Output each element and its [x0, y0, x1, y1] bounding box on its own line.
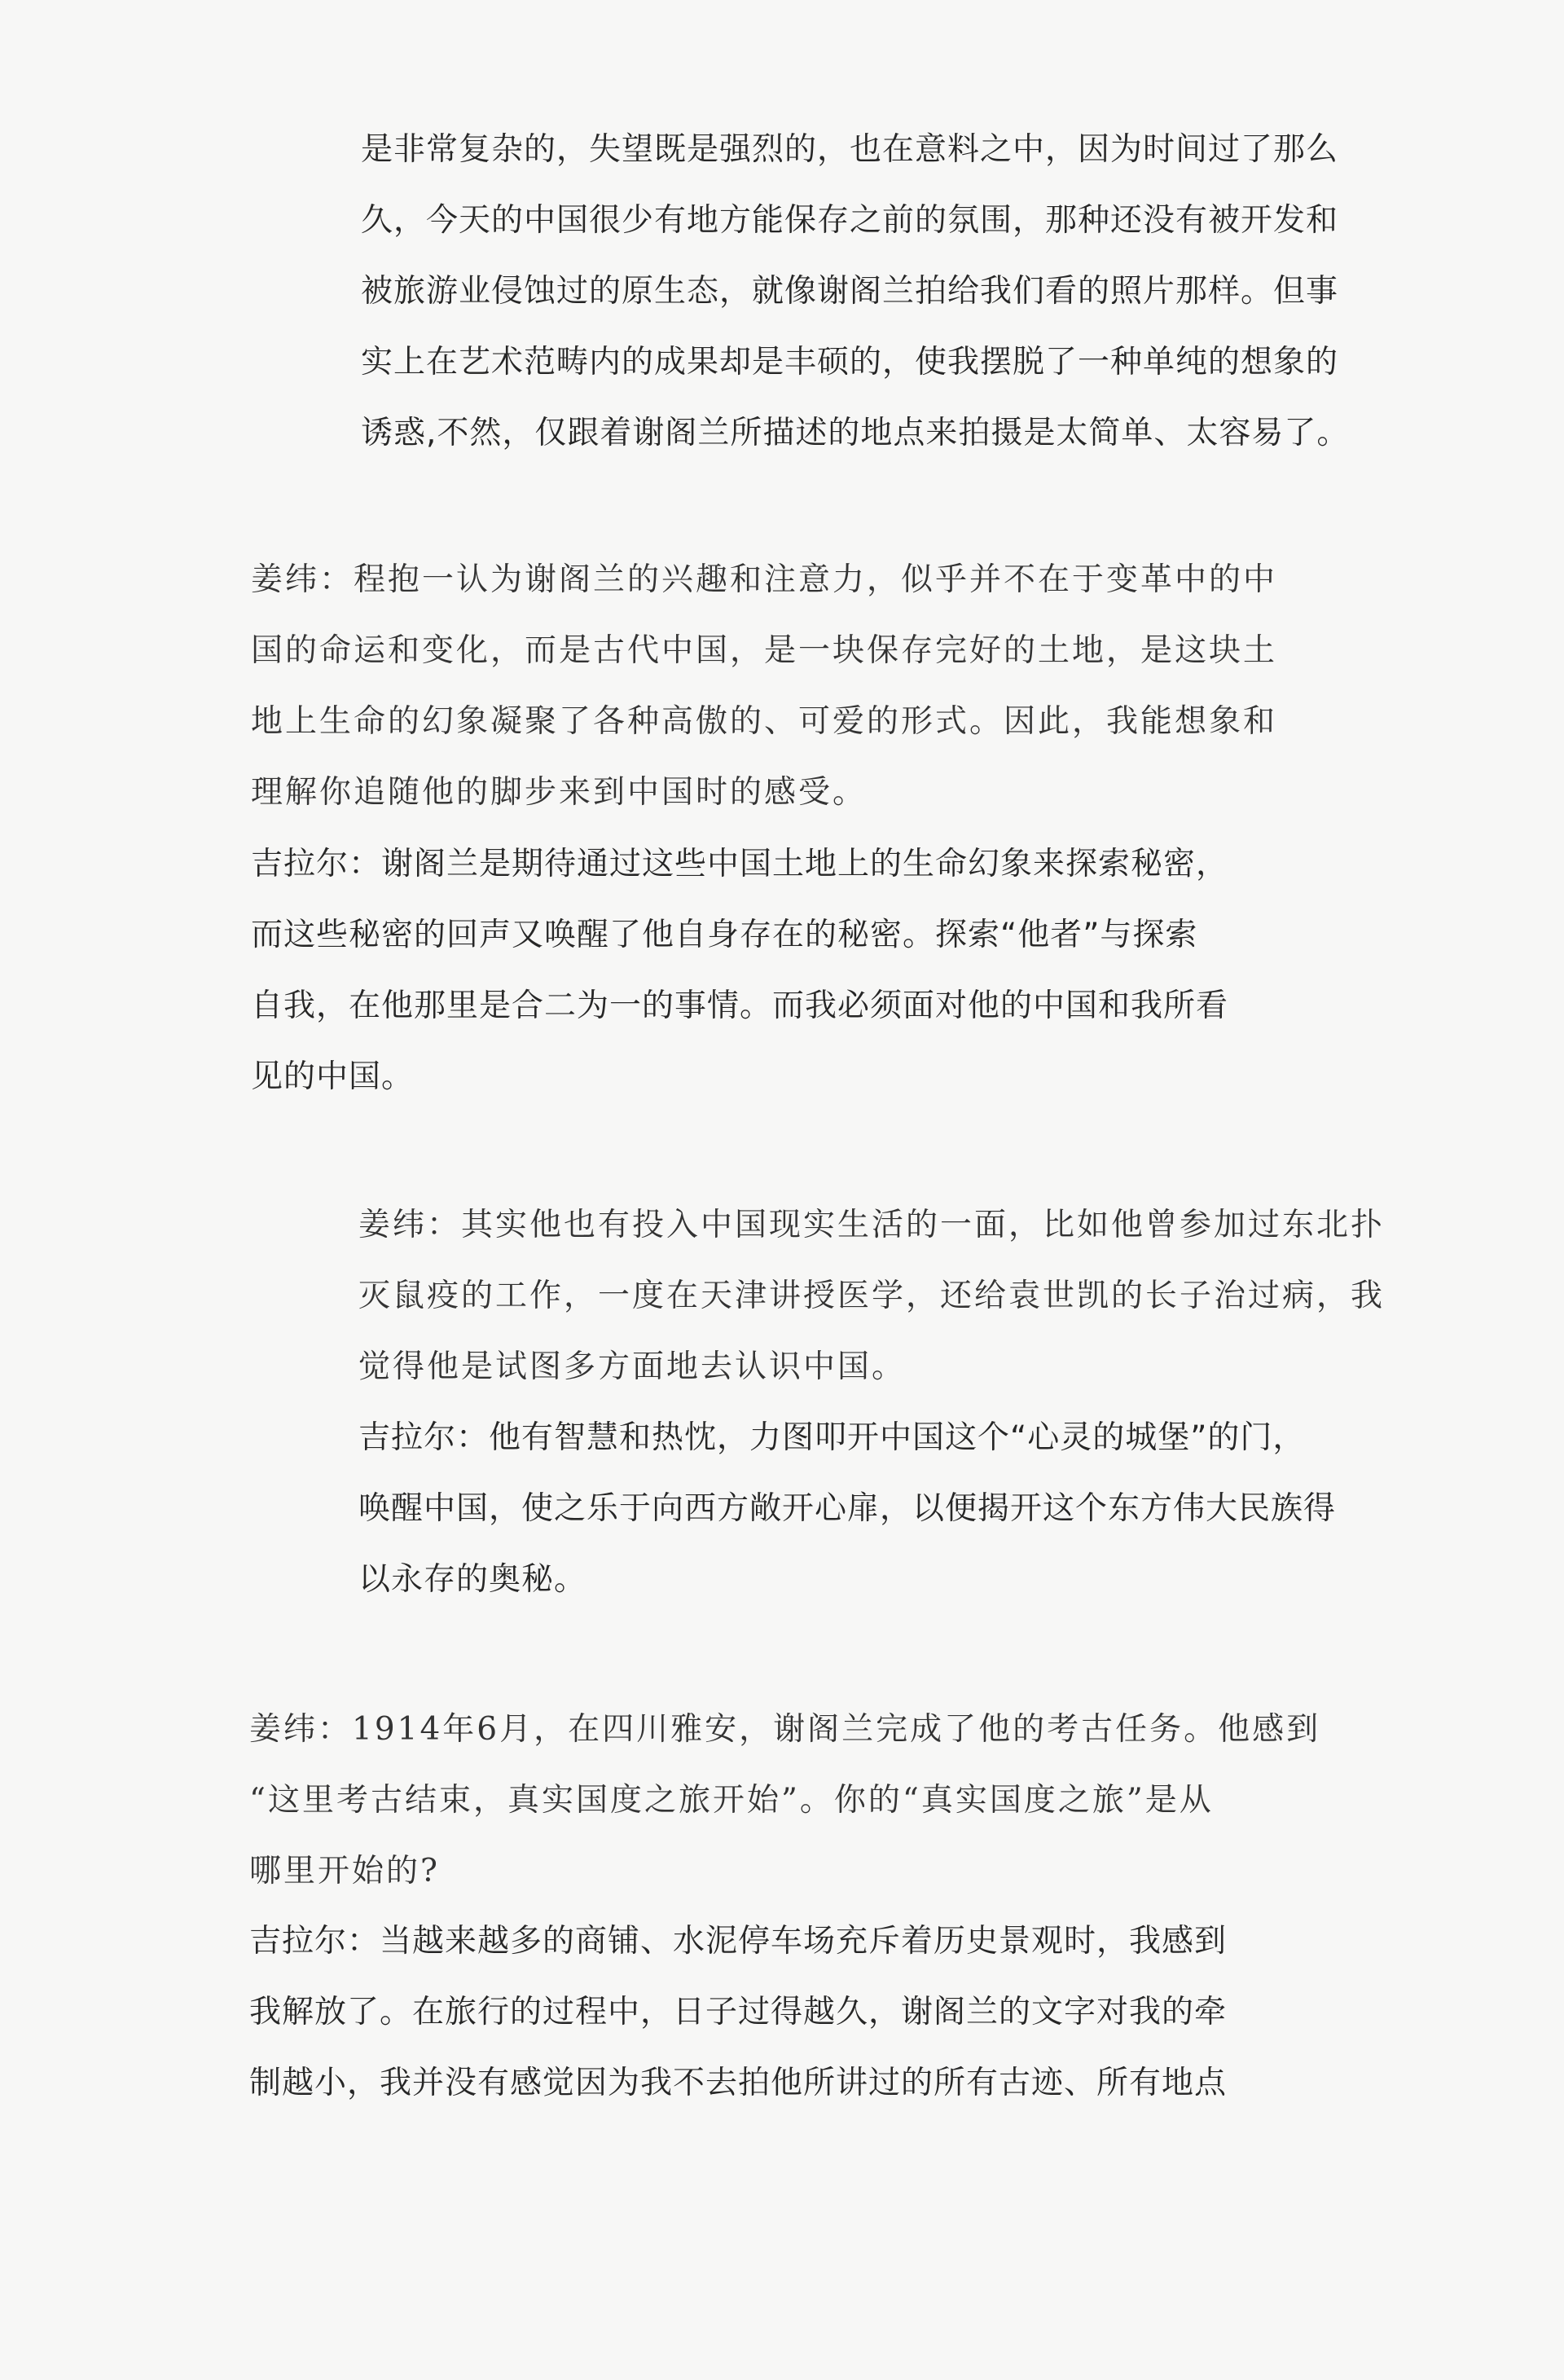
- text-line: 唤醒中国，使之乐于向西方敞开心扉，以便揭开这个东方伟大民族得: [358, 1490, 1337, 1527]
- text-line: 是非常复杂的，失望既是强烈的，也在意料之中，因为时间过了那么: [361, 131, 1339, 168]
- text-line: 被旅游业侵蚀过的原生态，就像谢阁兰拍给我们看的照片那样。但事: [361, 273, 1339, 310]
- text-line: “这里考古结束，真实国度之旅开始”。你的“真实国度之旅”是从: [249, 1782, 1214, 1819]
- text-line: 制越小，我并没有感觉因为我不去拍他所讲过的所有古迹、所有地点: [249, 2065, 1228, 2101]
- text-line: 吉拉尔：当越来越多的商铺、水泥停车场充斥着历史景观时，我感到: [249, 1923, 1228, 1960]
- paragraph-question-3: [249, 1694, 1325, 1907]
- paragraph-answer-2: [251, 829, 1326, 1112]
- text-line: 诱惑,不然，仅跟着谢阁兰所描述的地点来拍摄是太简单、太容易了。: [361, 415, 1350, 451]
- text-line: 姜纬：其实他也有投入中国现实生活的一面，比如他曾参加过东北扑: [358, 1207, 1386, 1243]
- text-line: 自我，在他那里是合二为一的事情。而我必须面对他的中国和我所看: [251, 988, 1229, 1024]
- text-line: 吉拉尔：谢阁兰是期待通过这些中国土地上的生命幻象来探索秘密，: [251, 846, 1229, 882]
- text-line: 理解你追随他的脚步来到中国时的感受。: [251, 774, 868, 811]
- paragraph-answer-4: [249, 1906, 1325, 2118]
- text-line: 灭鼠疫的工作，一度在天津讲授医学，还给袁世凯的长子治过病，我: [358, 1278, 1386, 1314]
- text-line: 国的命运和变化，而是古代中国，是一块保存完好的土地，是这块土: [251, 632, 1278, 669]
- text-line: 姜纬：程抱一认为谢阁兰的兴趣和注意力，似乎并不在于变革中的中: [251, 561, 1278, 598]
- text-line: 地上生命的幻象凝聚了各种高傲的、可爱的形式。因此，我能想象和: [251, 703, 1278, 740]
- text-line: 姜纬：1914年6月，在四川雅安，谢阁兰完成了他的考古任务。他感到: [249, 1711, 1321, 1748]
- paragraph-question-2: [358, 1190, 1434, 1402]
- text-line: 哪里开始的?: [249, 1853, 440, 1889]
- text-line: 我解放了。在旅行的过程中，日子过得越久，谢阁兰的文字对我的牵: [249, 1994, 1228, 2030]
- text-line: 吉拉尔：他有智慧和热忱，力图叩开中国这个“心灵的城堡”的门，: [358, 1419, 1306, 1456]
- text-line: 觉得他是试图多方面地去认识中国。: [358, 1348, 907, 1385]
- text-line: 实上在艺术范畴内的成果却是丰硕的，使我摆脱了一种单纯的想象的: [361, 344, 1339, 381]
- text-line: 以永存的奥秘。: [358, 1561, 587, 1598]
- paragraph-answer-3: [358, 1402, 1434, 1615]
- text-line: 久，今天的中国很少有地方能保存之前的氛围，那种还没有被开发和: [361, 202, 1339, 239]
- text-line: 见的中国。: [251, 1058, 415, 1095]
- paragraph-answer-1: [361, 114, 1436, 469]
- paragraph-question-1: [251, 544, 1326, 828]
- text-line: 而这些秘密的回声又唤醒了他自身存在的秘密。探索“他者”与探索: [251, 917, 1198, 953]
